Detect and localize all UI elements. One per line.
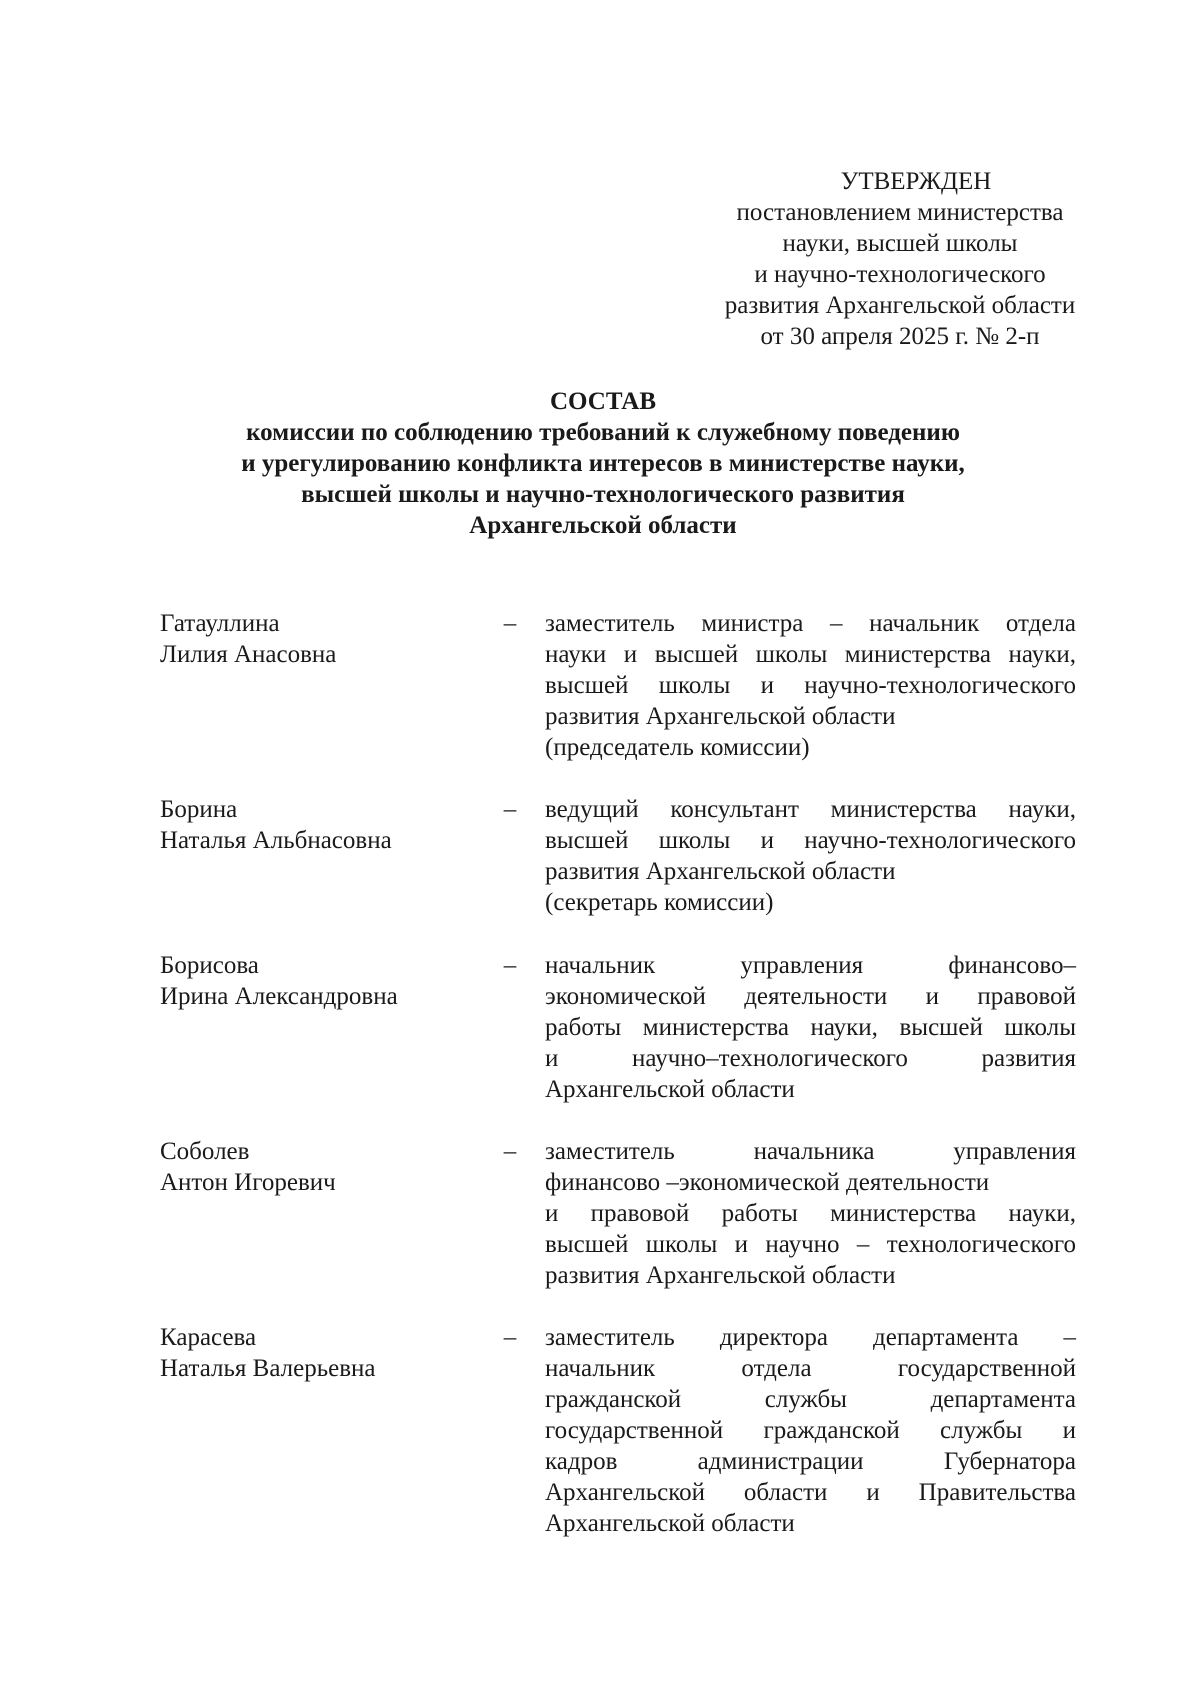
position-line: развития Архангельской области bbox=[545, 703, 896, 730]
member-surname: Соболев bbox=[160, 1138, 250, 1165]
member-name bbox=[160, 1322, 490, 1384]
member-dash: – bbox=[503, 610, 517, 637]
approval-heading: УТВЕРЖДЕН bbox=[840, 168, 992, 195]
member-position bbox=[545, 794, 1076, 918]
position-line: кадров администрации Губернатора bbox=[545, 1448, 1076, 1475]
member-given-name: Лилия Анасовна bbox=[160, 641, 337, 668]
position-line: развития Архангельской области bbox=[545, 1262, 896, 1289]
member-given-name: Наталья Валерьевна bbox=[160, 1355, 376, 1382]
member-dash: – bbox=[503, 952, 517, 979]
member-given-name: Ирина Александровна bbox=[160, 983, 398, 1010]
position-line: заместитель директора департамента – bbox=[545, 1324, 1076, 1351]
position-line: высшей школы и научно-технологического bbox=[545, 827, 1076, 854]
position-line: гражданской службы департамента bbox=[545, 1386, 1076, 1413]
member-given-name: Антон Игоревич bbox=[160, 1169, 336, 1196]
position-line: и правовой работы министерства науки, bbox=[545, 1200, 1076, 1227]
title-heading: СОСТАВ bbox=[549, 388, 657, 415]
member-surname: Борина bbox=[160, 796, 238, 823]
title-line: высшей школы и научно-технологического развития bbox=[301, 481, 905, 508]
position-line: высшей школы и научно – технологического bbox=[545, 1231, 1076, 1258]
position-line: экономической деятельности и правовой bbox=[545, 983, 1076, 1010]
member-position bbox=[545, 608, 1076, 763]
approval-line: и научно-технологического bbox=[754, 261, 1046, 288]
position-line: начальник управления финансово– bbox=[545, 952, 1076, 979]
member-dash: – bbox=[503, 1324, 517, 1351]
approval-line: науки, высшей школы bbox=[782, 230, 1018, 257]
position-line: заместитель министра – начальник отдела bbox=[545, 610, 1076, 637]
member-surname: Борисова bbox=[160, 952, 259, 979]
member-surname: Карасева bbox=[160, 1324, 257, 1351]
position-line: работы министерства науки, высшей школы bbox=[545, 1014, 1076, 1041]
member-name bbox=[160, 950, 490, 1012]
title-line: и урегулированию конфликта интересов в министерстве науки, bbox=[241, 450, 965, 477]
position-line: и научно–технологического развития bbox=[545, 1045, 1076, 1072]
approval-line: от 30 апреля 2025 г. № 2-п bbox=[760, 323, 1040, 350]
position-line: финансово –экономической деятельности bbox=[545, 1169, 990, 1196]
position-line: ведущий консультант министерства науки, bbox=[545, 796, 1076, 823]
position-line: (секретарь комиссии) bbox=[545, 889, 774, 916]
position-line: заместитель начальника управления bbox=[545, 1138, 1076, 1165]
member-position bbox=[545, 1136, 1076, 1291]
position-line: науки и высшей школы министерства науки, bbox=[545, 641, 1076, 668]
position-line: высшей школы и научно-технологического bbox=[545, 672, 1076, 699]
member-position bbox=[545, 1322, 1076, 1539]
member-surname: Гатауллина bbox=[160, 610, 280, 637]
position-line: Архангельской области bbox=[545, 1510, 795, 1537]
document-title bbox=[130, 386, 1076, 541]
position-line: (председатель комиссии) bbox=[545, 734, 810, 761]
position-line: Архангельской области и Правительства bbox=[545, 1479, 1076, 1506]
position-line: развития Архангельской области bbox=[545, 858, 896, 885]
approval-line: постановлением министерства bbox=[736, 199, 1064, 226]
member-position bbox=[545, 950, 1076, 1105]
position-line: Архангельской области bbox=[545, 1076, 795, 1103]
approval-stamp bbox=[700, 166, 1100, 352]
title-line: Архангельской области bbox=[469, 512, 737, 539]
member-dash: – bbox=[503, 796, 517, 823]
approval-line: развития Архангельской области bbox=[724, 292, 1076, 319]
title-line: комиссии по соблюдению требований к служебному поведению bbox=[246, 419, 960, 446]
member-dash: – bbox=[503, 1138, 517, 1165]
member-name bbox=[160, 794, 490, 856]
member-name bbox=[160, 608, 490, 670]
position-line: государственной гражданской службы и bbox=[545, 1417, 1076, 1444]
member-given-name: Наталья Альбнасовна bbox=[160, 827, 392, 854]
member-name bbox=[160, 1136, 490, 1198]
position-line: начальник отдела государственной bbox=[545, 1355, 1076, 1382]
